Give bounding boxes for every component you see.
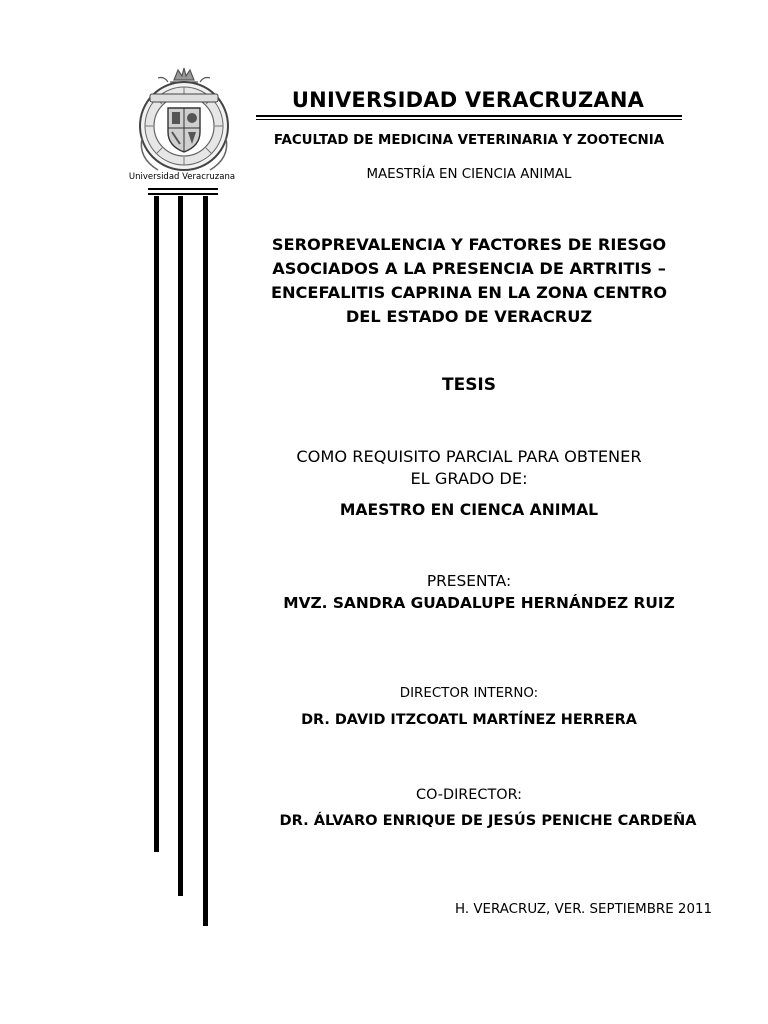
university-seal-logo [128,66,240,186]
degree-requirement-line: EL GRADO DE: [410,469,528,488]
decorative-vertical-bar-right [203,196,208,926]
logo-caption: Universidad Veracruzana [128,172,236,182]
university-name-rule-thick [256,115,682,117]
thesis-title-line: ASOCIADOS A LA PRESENCIA DE ARTRITIS – [272,259,666,278]
seal-icon [128,66,240,174]
author-name: MVZ. SANDRA GUADALUPE HERNÁNDEZ RUIZ [283,594,675,612]
director-label: DIRECTOR INTERNO: [399,686,539,701]
place-and-date: H. VERACRUZ, VER. SEPTIEMBRE 2011 [455,902,712,917]
presenter-label: PRESENTA: [426,572,512,590]
thesis-title-line: ENCEFALITIS CAPRINA EN LA ZONA CENTRO [270,283,668,302]
degree-requirement-line: COMO REQUISITO PARCIAL PARA OBTENER [296,447,642,466]
codirector-label: CO-DIRECTOR: [416,787,522,803]
university-name-rule-thin [256,119,682,120]
thesis-title-line: SEROPREVALENCIA Y FACTORES DE RIESGO [271,235,667,254]
logo-divider-top [148,188,218,190]
program-name: MAESTRÍA EN CIENCIA ANIMAL [366,167,572,182]
thesis-title [262,233,676,329]
seal-crown [158,68,210,82]
decorative-vertical-bar-left [154,196,159,852]
document-type: TESIS [441,375,497,395]
logo-divider-bottom [148,193,218,195]
codirector-name: DR. ÁLVARO ENRIQUE DE JESÚS PENICHE CARDEÑA [279,812,697,829]
degree-requirement [262,446,676,490]
director-name: DR. DAVID ITZCOATL MARTÍNEZ HERRERA [301,712,637,728]
decorative-vertical-bar-middle [178,196,183,896]
university-name: UNIVERSIDAD VERACRUZANA [291,88,645,112]
seal-shield [168,108,200,152]
faculty-name: FACULTAD DE MEDICINA VETERINARIA Y ZOOTECNIA [273,133,665,148]
degree-name: MAESTRO EN CIENCA ANIMAL [339,501,599,519]
thesis-title-line: DEL ESTADO DE VERACRUZ [345,307,593,326]
